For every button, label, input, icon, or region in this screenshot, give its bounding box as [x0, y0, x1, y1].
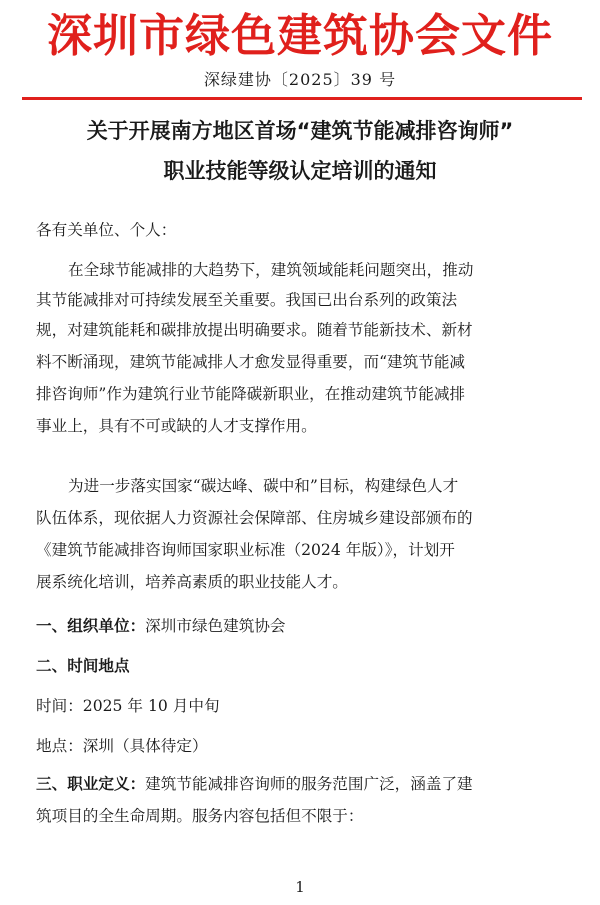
paragraph-1-line: 其节能减排对可持续发展至关重要。我国已出台系列的政策法 [36, 291, 458, 309]
red-divider [22, 97, 582, 100]
paragraph-1-line: 事业上，具有不可或缺的人才支撑作用。 [36, 417, 317, 435]
paragraph-2-line: 展系统化培训，培养高素质的职业技能人才。 [36, 573, 348, 591]
page-number: 1 [295, 878, 305, 896]
paragraph-1-line: 在全球节能减排的大趋势下，建筑领域能耗问题突出，推动 [68, 261, 474, 279]
document-number: 深绿建协〔2025〕39 号 [203, 70, 397, 89]
paragraph-1-line: 规，对建筑能耗和碳排放提出明确要求。随着节能新技术、新材 [36, 321, 473, 339]
paragraph-2-line: 《建筑节能减排咨询师国家职业标准（2024 年版）》，计划开 [36, 541, 455, 559]
paragraph-2-line: 为进一步落实国家“碳达峰、碳中和”目标，构建绿色人才 [68, 477, 459, 495]
paragraph-2-line: 队伍体系，现依据人力资源社会保障部、住房城乡建设部颁布的 [36, 509, 473, 527]
notice-title-line-2: 职业技能等级认定培训的通知 [163, 159, 437, 183]
section-3-text-line-2: 筑项目的全生命周期。服务内容包括但不限于： [36, 807, 364, 825]
salutation: 各有关单位、个人： [36, 221, 177, 239]
section-1-heading: 一、组织单位： [36, 617, 146, 635]
paragraph-1-line: 排咨询师”作为建筑行业节能降碳新职业，在推动建筑节能减排 [36, 385, 466, 403]
section-3-text: 建筑节能减排咨询师的服务范围广泛，涵盖了建 [145, 775, 473, 793]
section-3-definition [36, 772, 584, 796]
section-3-heading: 三、职业定义： [36, 775, 146, 793]
section-1-organizer [36, 614, 584, 638]
event-place: 地点：深圳（具体待定） [36, 737, 208, 755]
paragraph-1-line: 料不断涌现，建筑节能减排人才愈发显得重要，而“建筑节能减 [36, 353, 466, 371]
letterhead-title: 深圳市绿色建筑协会文件 [46, 9, 553, 62]
notice-title-line-1: 关于开展南方地区首场“建筑节能减排咨询师” [86, 119, 514, 143]
event-time: 时间：2025 年 10 月中旬 [36, 697, 220, 715]
section-1-text: 深圳市绿色建筑协会 [145, 617, 286, 635]
section-2-heading: 二、时间地点 [36, 657, 130, 675]
